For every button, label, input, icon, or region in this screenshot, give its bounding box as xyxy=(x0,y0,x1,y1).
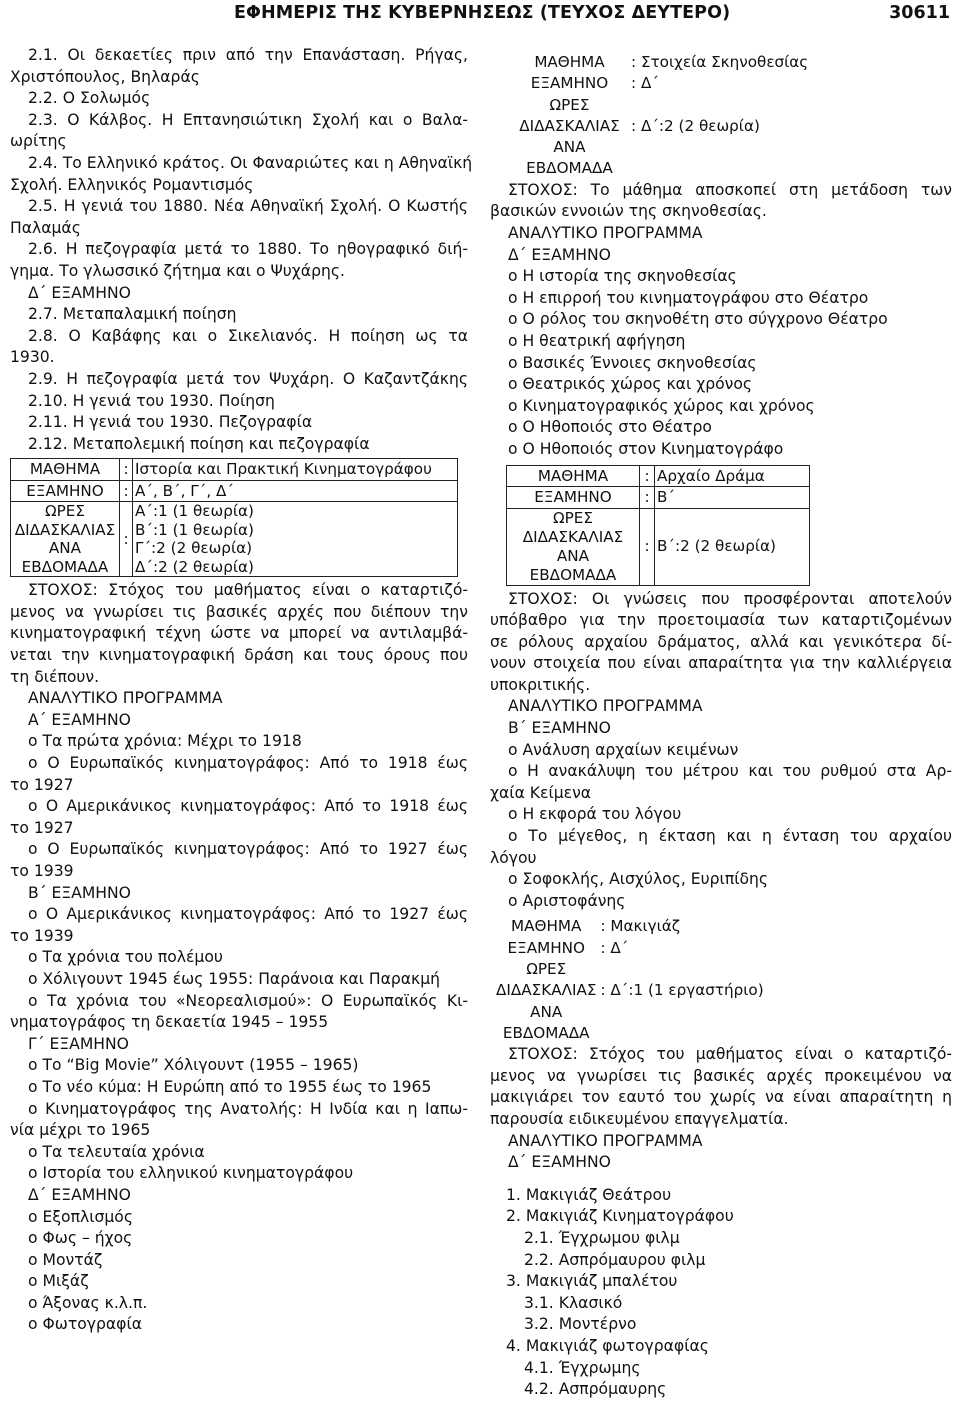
course-hours: Β΄:2 (2 θεωρία) xyxy=(655,508,810,585)
left-intro-line: 2.2. Ο Σολωμός xyxy=(28,89,151,108)
left-intro-line: 2.9. Η πεζογραφία μετά τον Ψυχάρη. Ο Καζαντζάκης xyxy=(28,369,468,388)
left-body-line: Γ΄ ΕΞΑΜΗΝΟ xyxy=(28,1034,129,1053)
hours-values-cell xyxy=(133,502,458,577)
hours-d: Δ΄:2 (2 θεωρία) xyxy=(135,557,254,576)
makeup-list-item: 3.2. Μοντέρνο xyxy=(524,1315,637,1334)
left-body-line: ο Ο Αμερικάνικος κινηματογράφος: Από το 1918 έως xyxy=(28,797,468,816)
left-intro-line: Δ΄ ΕΞΑΜΗΝΟ xyxy=(28,283,131,302)
makeup-list-item: 3. Μακιγιάζ μπαλέτου xyxy=(506,1272,678,1291)
directing-line: βασικών εννοιών της σκηνοθεσίας. xyxy=(490,202,767,221)
label-ana: ΑΝΑ xyxy=(556,546,590,565)
left-intro-line: 1930. xyxy=(10,348,55,367)
left-body-line: το 1927 xyxy=(10,818,74,837)
course-table-makeup xyxy=(494,916,902,1044)
left-intro-line: ωρίτης xyxy=(10,132,67,151)
makeup-list-item: 4. Μακιγιάζ φωτογραφίας xyxy=(506,1336,709,1355)
left-intro-text xyxy=(10,45,473,455)
left-body-line: ο Άξονας κ.λ.π. xyxy=(28,1293,148,1312)
left-body-line: ο Ο Αμερικάνικος κινηματογράφος: Από το 1927 έως xyxy=(28,905,468,924)
makeup-list-item: 2.2. Ασπρόμαυρου φιλμ xyxy=(524,1250,706,1269)
directing-line: ο Ο Ηθοποιός στον Κινηματογράφο xyxy=(508,439,784,458)
ancient-drama-line: λόγου xyxy=(490,848,537,867)
course-table-directing xyxy=(510,52,933,180)
right-column xyxy=(490,52,952,1401)
left-body-line: ο Τα τελευταία χρόνια xyxy=(28,1142,205,1161)
makeup-line: παρουσία ειδικευμένου επαγγελματία. xyxy=(490,1109,789,1128)
left-intro-line: Χριστόπουλος, Βηλαράς xyxy=(10,67,200,86)
ancient-drama-line: ο Το μέγεθος, η έκταση και η ένταση του αρχαίου xyxy=(508,827,952,846)
label-mathima: ΜΑΘΗΜΑ xyxy=(11,459,120,481)
directing-line: ο Ο ρόλος του σκηνοθέτη στο σύγχρονο Θέατρο xyxy=(508,310,888,329)
meta-label: ΕΒΔΟΜΑΔΑ xyxy=(526,159,613,178)
left-body-line: ο Φωτογραφία xyxy=(28,1315,143,1334)
label-evdomada: ΕΒΔΟΜΑΔΑ xyxy=(21,557,109,576)
left-body-line: τη διέπουν. xyxy=(10,667,100,686)
left-body-line: Β΄ ΕΞΑΜΗΝΟ xyxy=(28,883,131,902)
left-column xyxy=(10,45,473,1336)
left-intro-line: 2.3. Ο Κάλβος. Η Επτανησιώτικη Σχολή και ο Βαλα- xyxy=(28,110,468,129)
ancient-drama-line: υποκριτικής. xyxy=(490,675,591,694)
hours-a: Α΄:1 (1 θεωρία) xyxy=(135,502,254,521)
left-body-line: νηματογράφος τη δεκαετία 1945 – 1955 xyxy=(10,1013,329,1032)
directing-line: ο Η θεατρική αφήγηση xyxy=(508,331,686,350)
makeup-text xyxy=(490,1044,952,1174)
meta-value: : Στοιχεία Σκηνοθεσίας xyxy=(631,53,809,71)
meta-value xyxy=(629,95,933,116)
left-intro-line: 2.6. Η πεζογραφία μετά το 1880. Το ηθογραφικό διή- xyxy=(28,240,468,259)
meta-value: : Δ΄:2 (2 θεωρία) xyxy=(631,116,760,135)
directing-line: ο Η ιστορία της σκηνοθεσίας xyxy=(508,267,737,286)
left-body-line: Α΄ ΕΞΑΜΗΝΟ xyxy=(28,710,131,729)
makeup-list-item: 4.1. Έγχρωμης xyxy=(524,1358,641,1377)
meta-value: : Μακιγιάζ xyxy=(600,917,681,936)
meta-value: : Δ΄ xyxy=(600,938,629,957)
meta-label: ΩΡΕΣ xyxy=(526,960,567,978)
left-body-line: ο Χόλιγουντ 1945 έως 1955: Παράνοια και Παρακμή xyxy=(28,969,441,988)
left-intro-line: Παλαμάς xyxy=(10,218,81,237)
makeup-line: ΑΝΑΛΥΤΙΚΟ ΠΡΟΓΡΑΜΜΑ xyxy=(508,1131,703,1150)
label-examino: ΕΞΑΜΗΝΟ xyxy=(11,480,120,502)
meta-value xyxy=(598,959,902,980)
directing-line: ο Ο Ηθοποιός στο Θέατρο xyxy=(508,418,712,437)
left-body-line: νεται την κινηματογραφική δράση και τους όρους που xyxy=(10,646,468,665)
left-body-line: ο Ο Ευρωπαϊκός κινηματογράφος: Από το 1918 έως xyxy=(28,754,468,773)
page-header xyxy=(0,0,960,30)
label-ana: ΑΝΑ xyxy=(48,539,82,558)
ancient-drama-line: ο Σοφοκλής, Αισχύλος, Ευριπίδης xyxy=(508,870,769,889)
hours-b: Β΄:1 (1 θεωρία) xyxy=(135,520,254,539)
ancient-drama-line: ΣΤΟΧΟΣ: Οι γνώσεις που προσφέρονται αποτελούν xyxy=(508,589,952,608)
hours-label-cell xyxy=(11,502,120,577)
meta-label: ΕΞΑΜΗΝΟ xyxy=(507,938,585,957)
meta-label: ΕΒΔΟΜΑΔΑ xyxy=(502,1023,590,1042)
left-body-line: ΣΤΟΧΟΣ: Στόχος του μαθήματος είναι ο καταρτιζό- xyxy=(28,581,468,600)
meta-label: ΕΞΑΜΗΝΟ xyxy=(530,74,609,93)
left-body-line: ο Τα πρώτα χρόνια: Μέχρι το 1918 xyxy=(28,732,302,751)
makeup-list-item: 4.2. Ασπρόμαυρης xyxy=(524,1380,667,1399)
directing-line: ο Η επιρροή του κινηματογράφου στο Θέατρο xyxy=(508,288,869,307)
left-body-line: το 1927 xyxy=(10,775,74,794)
ancient-drama-line: ΑΝΑΛΥΤΙΚΟ ΠΡΟΓΡΑΜΜΑ xyxy=(508,697,703,716)
makeup-line: μακιγιάρει τον εαυτό του χωρίς να είναι απαραίτητη η xyxy=(490,1088,952,1107)
meta-label: ΔΙΔΑΣΚΑΛΙΑΣ xyxy=(496,981,597,1000)
ancient-drama-line: χαία Κείμενα xyxy=(490,783,592,802)
meta-label: ΔΙΔΑΣΚΑΛΙΑΣ xyxy=(519,116,620,135)
left-body-line: ο Τα χρόνια του «Νεορεαλισμού»: Ο Ευρωπαϊκός Κι- xyxy=(28,991,468,1010)
meta-label: ΑΝΑ xyxy=(553,138,586,157)
gazette-title: ΕΦΗΜΕΡΙΣ ΤΗΣ ΚΥΒΕΡΝΗΣΕΩΣ (ΤΕΥΧΟΣ ΔΕΥΤΕΡΟ) xyxy=(234,3,731,23)
directing-line: ο Θεατρικός χώρος και χρόνος xyxy=(508,375,753,394)
course-table-ancient-drama: ΜΑΘΗΜΑ : Αρχαίο Δράμα ΕΞΑΜΗΝΟ : Β΄ ΩΡΕΣ ΔΙΔΑΣΚΑΛΙΑΣ ΑΝΑ ΕΒΔΟΜΑΔΑ : Β΄:2 (2 θεωρία) xyxy=(506,465,810,586)
meta-value xyxy=(598,1023,902,1044)
meta-value xyxy=(598,1002,902,1023)
directing-text xyxy=(490,180,952,461)
directing-line: ΑΝΑΛΥΤΙΚΟ ΠΡΟΓΡΑΜΜΑ xyxy=(508,223,703,242)
label-ores: ΩΡΕΣ xyxy=(553,508,593,527)
left-intro-line: Σχολή. Ελληνικός Ρομαντισμός xyxy=(10,175,254,194)
ancient-drama-line: υπόβαθρο για την προετοιμασία των καταρτιζομένων xyxy=(490,611,952,630)
hours-c: Γ΄:2 (2 θεωρία) xyxy=(135,539,253,558)
makeup-syllabus-list xyxy=(490,1185,952,1401)
left-intro-line: γημα. Το γλωσσικό ζήτημα και ο Ψυχάρης. xyxy=(10,261,345,280)
left-body-line: κινηματογραφική τέχνη ώστε να μπορεί να αντιλαμβά- xyxy=(10,624,468,643)
left-intro-line: 2.12. Μεταπολεμική ποίηση και πεζογραφία xyxy=(28,434,370,453)
left-intro-line: 2.8. Ο Καβάφης και ο Σικελιανός. Η ποίηση ως τα xyxy=(28,326,468,345)
ancient-drama-line: νουν στοιχεία που είναι απαραίτητα για την καλλιέργεια xyxy=(490,654,952,673)
left-body-line: ο Φως – ήχος xyxy=(28,1229,133,1248)
course-table-cinema-history: ΜΑΘΗΜΑ : Ιστορία και Πρακτική Κινηματογράφου ΕΞΑΜΗΝΟ : Α΄, Β΄, Γ΄, Δ΄ ΩΡΕΣ ΔΙΔΑΣΚΑΛΙΑΣ ΑΝΑ ΕΒΔΟΜΑΔΑ : Α΄:1 (1 θεωρία) Β΄:1 (1 θεωρία) Γ΄:2 (2 θεωρία) Δ΄:2 (2 θεωρία) xyxy=(10,458,458,577)
left-body-line: ο Τα χρόνια του πολέμου xyxy=(28,948,223,967)
directing-line: ο Βασικές Έννοιες σκηνοθεσίας xyxy=(508,353,757,372)
directing-line: ο Κινηματογραφικός χώρος και χρόνος xyxy=(508,396,815,415)
left-body-line: ο Το νέο κύμα: Η Ευρώπη από το 1955 έως το 1965 xyxy=(28,1077,432,1096)
label-evdomada: ΕΒΔΟΜΑΔΑ xyxy=(529,565,617,584)
label-ores: ΩΡΕΣ xyxy=(45,502,85,521)
left-body-line: ο Μιξάζ xyxy=(28,1272,89,1291)
meta-label: ΑΝΑ xyxy=(530,1002,563,1021)
label-didaskalias: ΔΙΔΑΣΚΑΛΙΑΣ xyxy=(14,520,116,539)
makeup-line: Δ΄ ΕΞΑΜΗΝΟ xyxy=(508,1153,611,1172)
left-intro-line: 2.7. Μεταπαλαμική ποίηση xyxy=(28,305,237,324)
makeup-list-item: 2.1. Έγχρωμου φιλμ xyxy=(524,1228,680,1247)
left-intro-line: 2.10. Η γενιά του 1930. Ποίηση xyxy=(28,391,275,410)
hours-label-cell xyxy=(507,508,640,585)
makeup-line: ΣΤΟΧΟΣ: Στόχος του μαθήματος είναι ο καταρτιζό- xyxy=(508,1045,952,1064)
makeup-list-item: 3.1. Κλασικό xyxy=(524,1293,623,1312)
ancient-drama-line: ο Ανάλυση αρχαίων κειμένων xyxy=(508,740,739,759)
course-semesters: Α΄, Β΄, Γ΄, Δ΄ xyxy=(133,480,458,502)
left-body-line: ο Ιστορία του ελληνικού κινηματογράφου xyxy=(28,1164,354,1183)
left-body-line: το 1939 xyxy=(10,926,74,945)
left-body-line: μενος να γνωρίσει τις βασικές αρχές που διέπουν την xyxy=(10,602,468,621)
label-examino: ΕΞΑΜΗΝΟ xyxy=(507,487,640,509)
left-intro-line: 2.1. Οι δεκαετίες πριν από την Επανάσταση. Ρήγας, xyxy=(28,46,468,64)
left-body-line: ο Το “Big Movie” Χόλιγουντ (1955 – 1965) xyxy=(28,1056,359,1075)
meta-label: ΜΑΘΗΜΑ xyxy=(511,917,582,936)
page-number: 30611 xyxy=(889,3,950,23)
meta-value xyxy=(629,158,933,179)
left-body-line: ο Κινηματογράφος της Ανατολής: Η Ινδία και η Ιαπω- xyxy=(28,1099,468,1118)
label-didaskalias: ΔΙΔΑΣΚΑΛΙΑΣ xyxy=(522,527,624,546)
left-body-line: το 1939 xyxy=(10,862,74,880)
meta-value xyxy=(629,137,933,158)
course-semester: Β΄ xyxy=(655,487,810,509)
course-name: Αρχαίο Δράμα xyxy=(655,465,810,487)
left-body-line: ο Εξοπλισμός xyxy=(28,1207,133,1226)
directing-line: Δ΄ ΕΞΑΜΗΝΟ xyxy=(508,245,611,264)
meta-value: : Δ΄ xyxy=(631,74,659,93)
left-intro-line: 2.11. Η γενιά του 1930. Πεζογραφία xyxy=(28,413,313,432)
ancient-drama-line: ο Η ανακάλυψη του μέτρου και του ρυθμού στα Αρ- xyxy=(508,762,952,781)
ancient-drama-line: ο Αριστοφάνης xyxy=(508,891,626,910)
course-name: Ιστορία και Πρακτική Κινηματογράφου xyxy=(133,459,458,481)
ancient-drama-line: ο Η εκφορά του λόγου xyxy=(508,805,682,824)
directing-line: ΣΤΟΧΟΣ: Το μάθημα αποσκοπεί στη μετάδοση των xyxy=(508,180,952,199)
left-intro-line: 2.5. Η γενιά του 1880. Νέα Αθηναϊκή Σχολή. Ο Κωστής xyxy=(28,197,468,216)
left-body-line: Δ΄ ΕΞΑΜΗΝΟ xyxy=(28,1185,131,1204)
left-body-line: ο Ο Ευρωπαϊκός κινηματογράφος: Από το 1927 έως xyxy=(28,840,468,859)
left-body-line: ο Μοντάζ xyxy=(28,1250,103,1269)
meta-value: : Δ΄:1 (1 εργαστήριο) xyxy=(600,981,764,1000)
left-body-text xyxy=(10,580,468,1336)
left-body-line: νία μέχρι το 1965 xyxy=(10,1121,151,1140)
makeup-line: μενος να γνωρίσει τις βασικές αρχές προκειμένου να xyxy=(490,1066,952,1085)
meta-label: ΩΡΕΣ xyxy=(549,95,590,114)
ancient-drama-line: Β΄ ΕΞΑΜΗΝΟ xyxy=(508,719,611,738)
ancient-drama-line: σε ρόλους αρχαίου δράματος, αλλά και γενικότερα δί- xyxy=(490,632,952,651)
makeup-list-item: 2. Μακιγιάζ Κινηματογράφου xyxy=(506,1207,734,1226)
label-mathima: ΜΑΘΗΜΑ xyxy=(507,465,640,487)
meta-label: ΜΑΘΗΜΑ xyxy=(534,53,605,71)
makeup-list-item: 1. Μακιγιάζ Θεάτρου xyxy=(506,1185,672,1204)
left-intro-line: 2.4. Το Ελληνικό κράτος. Οι Φαναριώτες και η Αθηναϊκή xyxy=(28,153,473,172)
ancient-drama-text xyxy=(490,589,952,913)
left-body-line: ΑΝΑΛΥΤΙΚΟ ΠΡΟΓΡΑΜΜΑ xyxy=(28,689,223,708)
